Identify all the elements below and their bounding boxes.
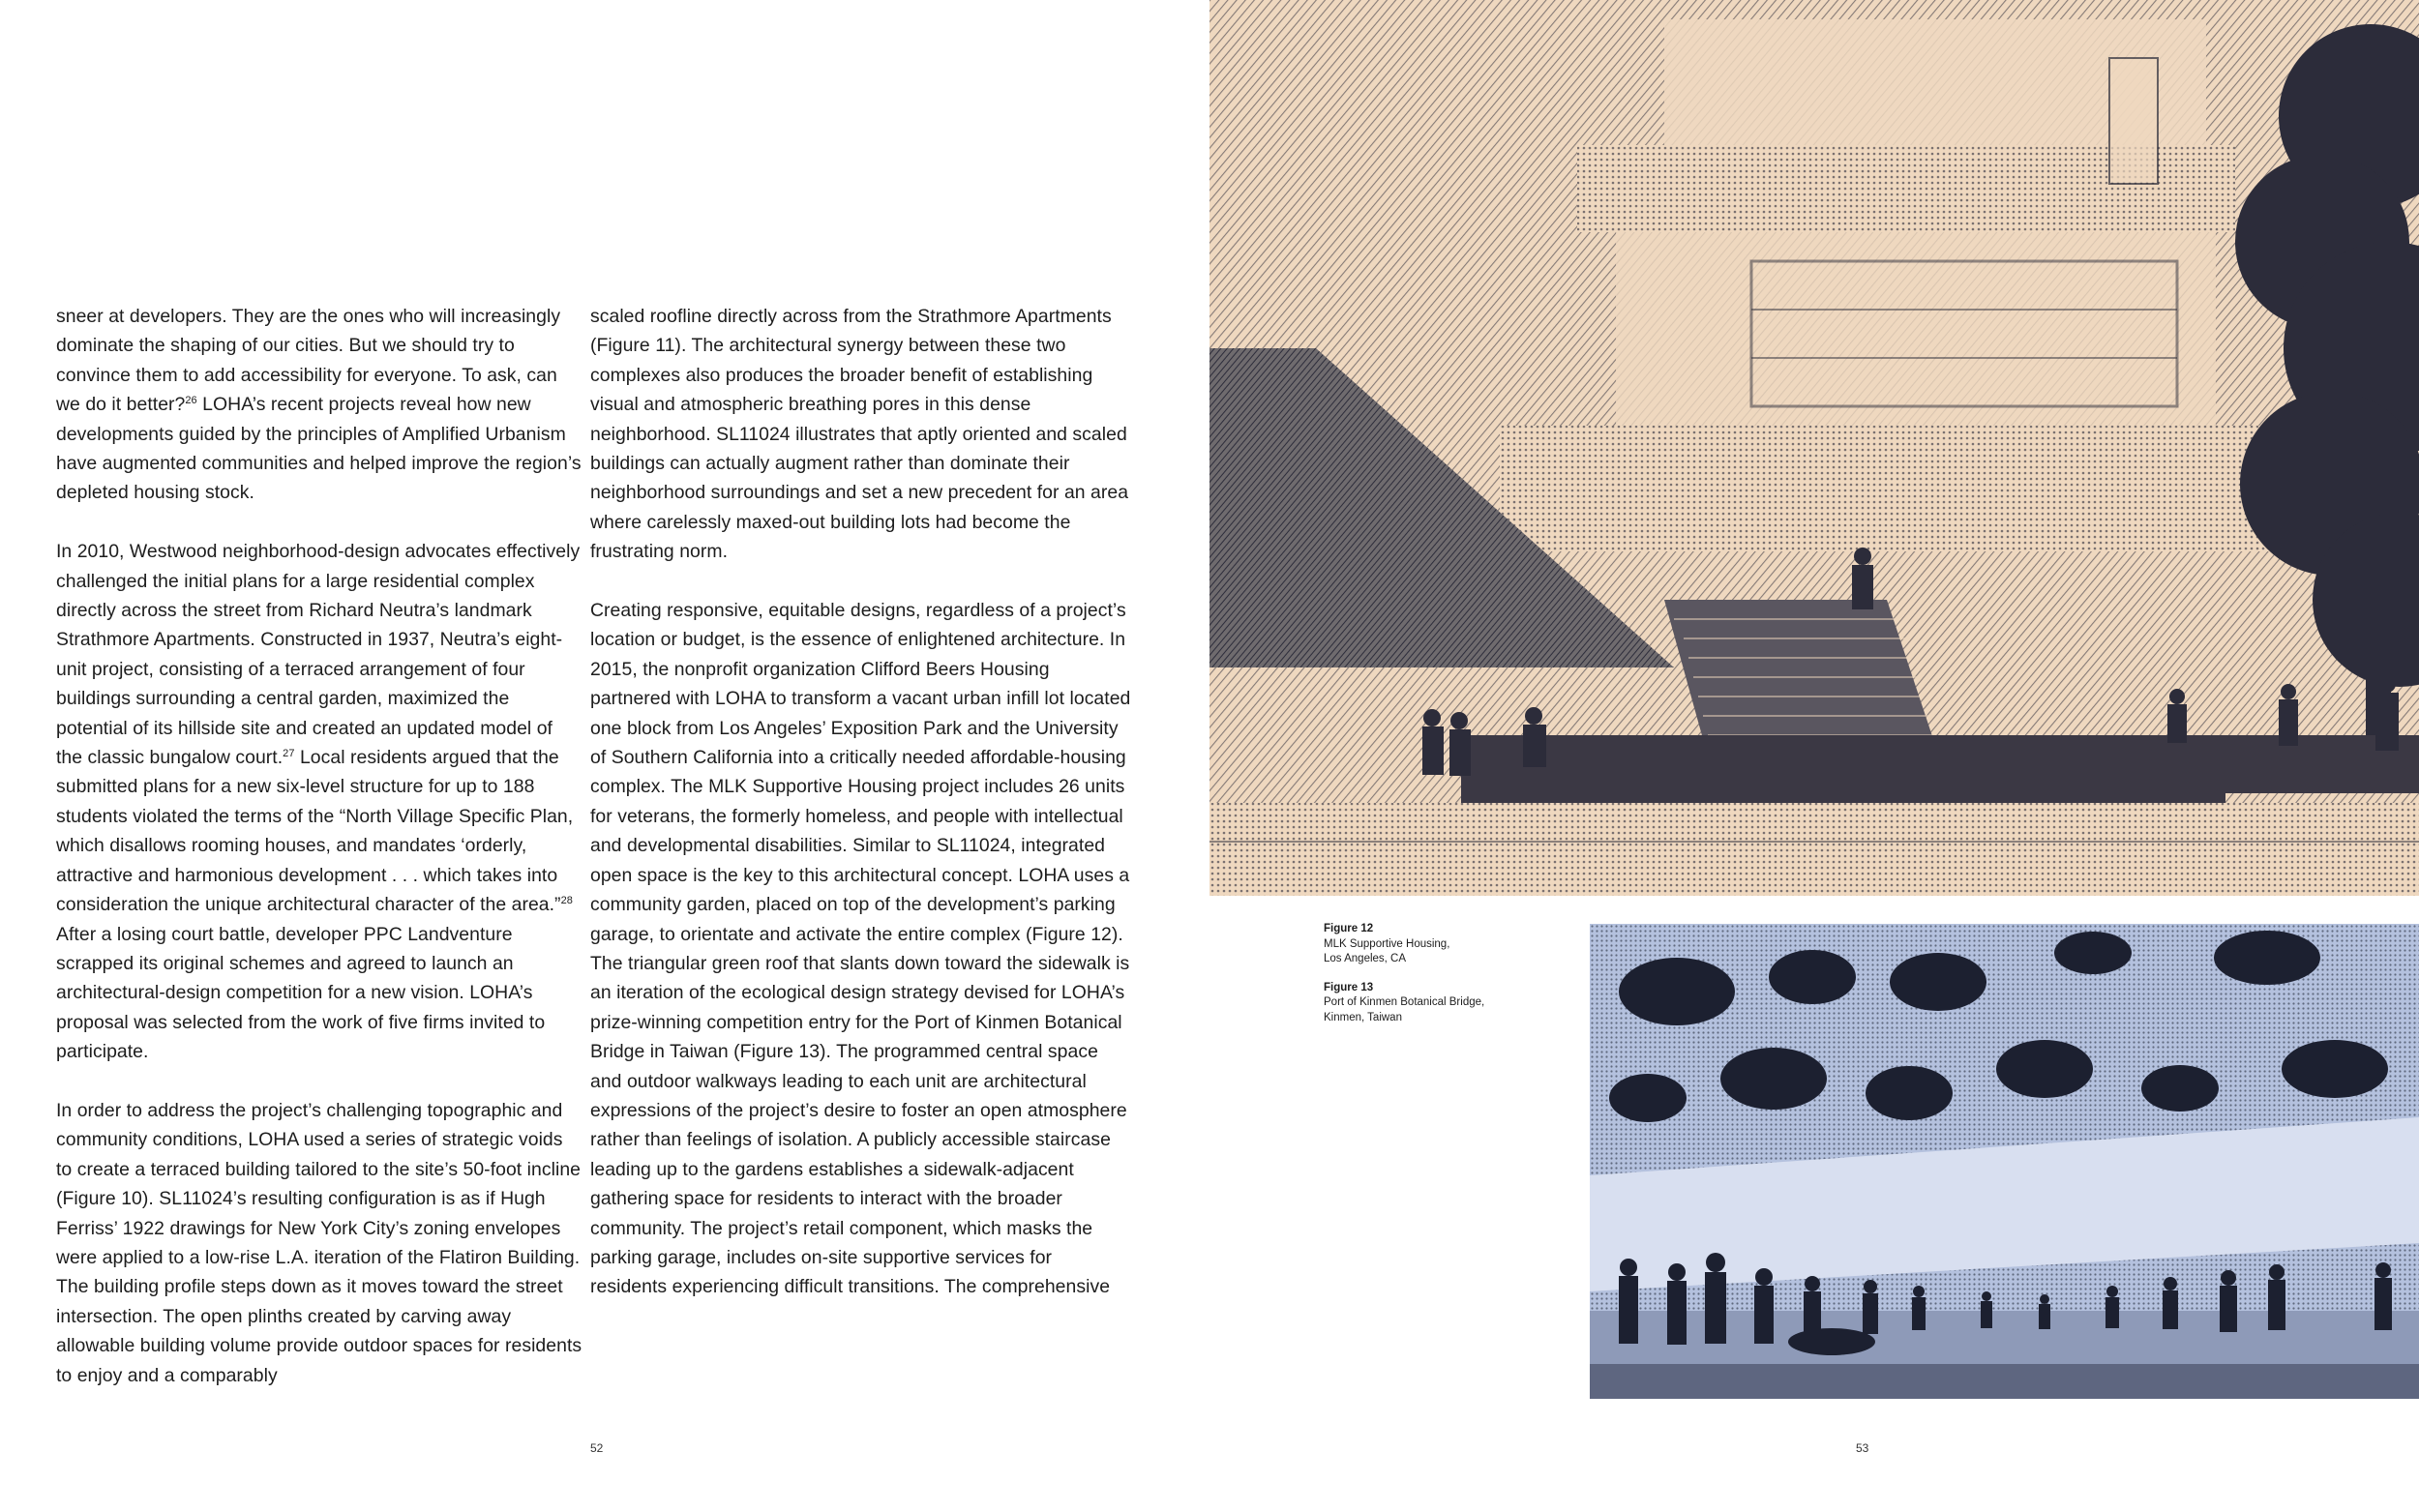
text-column-1 (56, 302, 583, 1419)
caption-figure-13 (1324, 981, 1498, 1026)
paragraph-2: In 2010, Westwood neighborhood-design advocates effectively challenged the initial plans for a large residential complex directly across the street from Richard Neutra’s landmark Strathmore Apartments. Constructed in 1937, Neutra’s eight-unit project, consisting of a terraced arrangement of four buildings surrounding a central garden, maximized the potential of its hillside site and created an updated model of the classic bungalow court.$^{27}$ Local residents argued that the submitted plans for a new six-level structure for up to 188 students violated the terms of the “North Village Specific Plan, which disallows rooming houses, and mandates ‘orderly, attractive and harmonious development . . . which takes into consideration the unique architectural character of the area.”$^{28}$ After a losing court battle, developer PPC Landventure scrapped its original schemes and agreed to launch an architectural-design competition for a new vision. LOHA’s proposal was selected from the work of five firms invited to participate. (56, 541, 581, 1063)
text-column-2 (590, 302, 1132, 1331)
page-number-right: 53 (1856, 1441, 1869, 1455)
caption-number: Figure 13 (1324, 981, 1374, 993)
caption-figure-12 (1324, 922, 1498, 967)
figure-12-image (1210, 0, 2419, 896)
figure-13-illustration (1590, 924, 2419, 1399)
paragraph-1: sneer at developers. They are the ones who will increasingly dominate the shaping of our cities. But we should try to convince them to add accessibility for everyone. To ask, can we do it better?$^{26}$ LOHA’s recent projects reveal how new developments guided by the principles of Amplified Urbanism have augmented communities and helped improve the region’s depleted housing stock. (56, 306, 582, 504)
paragraph-5: Creating responsive, equitable designs, regardless of a project’s location or budget, is the essence of enlightened architecture. In 2015, the nonprofit organization Clifford Beers Housing partnered with LOHA to transform a vacant urban infill lot located one block from Los Angeles’ Exposition Park and the University of Southern California into a critically needed affordable-housing complex. The MLK Supportive Housing project includes 26 units for veterans, the formerly homeless, and people with intellectual and developmental disabilities. Similar to SL11024, integrated open space is the key to this architectural concept. LOHA uses a community garden, placed on top of the development’s parking garage, to orientate and activate the entire complex (Figure 12). The triangular green roof that slants down toward the sidewalk is an iteration of the ecological design strategy devised for LOHA’s prize-winning competition entry for the Port of Kinmen Botanical Bridge in Taiwan (Figure 13). The programmed central space and outdoor walkways leading to each unit are architectural expressions of the project’s desire to foster an open atmosphere rather than feelings of isolation. A publicly accessible staircase leading up to the gardens establishes a sidewalk-adjacent gathering space for residents to interact with the broader community. The project’s retail component, which masks the parking garage, includes on-site supportive services for residents experiencing difficult transitions. The comprehensive (590, 600, 1131, 1298)
figure-13-image (1590, 924, 2419, 1399)
caption-text: Port of Kinmen Botanical Bridge, Kinmen, Taiwan (1324, 996, 1485, 1023)
figure-12-illustration (1210, 0, 2419, 896)
caption-number: Figure 12 (1324, 923, 1374, 934)
caption-text: MLK Supportive Housing, Los Angeles, CA (1324, 937, 1450, 964)
footnote-ref-27: 27 (283, 748, 295, 760)
footnote-ref-28: 28 (560, 895, 573, 907)
paragraph-4: scaled roofline directly across from the Strathmore Apartments (Figure 11). The architectural synergy between these two complexes also produces the broader benefit of establishing visual and atmospheric breathing pores in this dense neighborhood. SL11024 illustrates that aptly oriented and scaled buildings can actually augment rather than dominate their neighborhood surroundings and set a new precedent for an area where carelessly maxed-out building lots had become the frustrating norm. (590, 306, 1129, 563)
footnote-ref-26: 26 (185, 395, 197, 407)
page-number-left: 52 (590, 1441, 604, 1455)
paragraph-3: In order to address the project’s challenging topographic and community conditions, LOHA used a series of strategic voids to create a terraced building tailored to the site’s 50-foot incline (Figure 10). SL11024’s resulting configuration is as if Hugh Ferriss’ 1922 drawings for New York City’s zoning envelopes were applied to a low-rise L.A. iteration of the Flatiron Building. The building profile steps down as it moves toward the street intersection. The open plinths created by carving away allowable building volume provide outdoor spaces for residents to enjoy and a comparably (56, 1099, 582, 1386)
figure-captions (1324, 922, 1498, 1039)
